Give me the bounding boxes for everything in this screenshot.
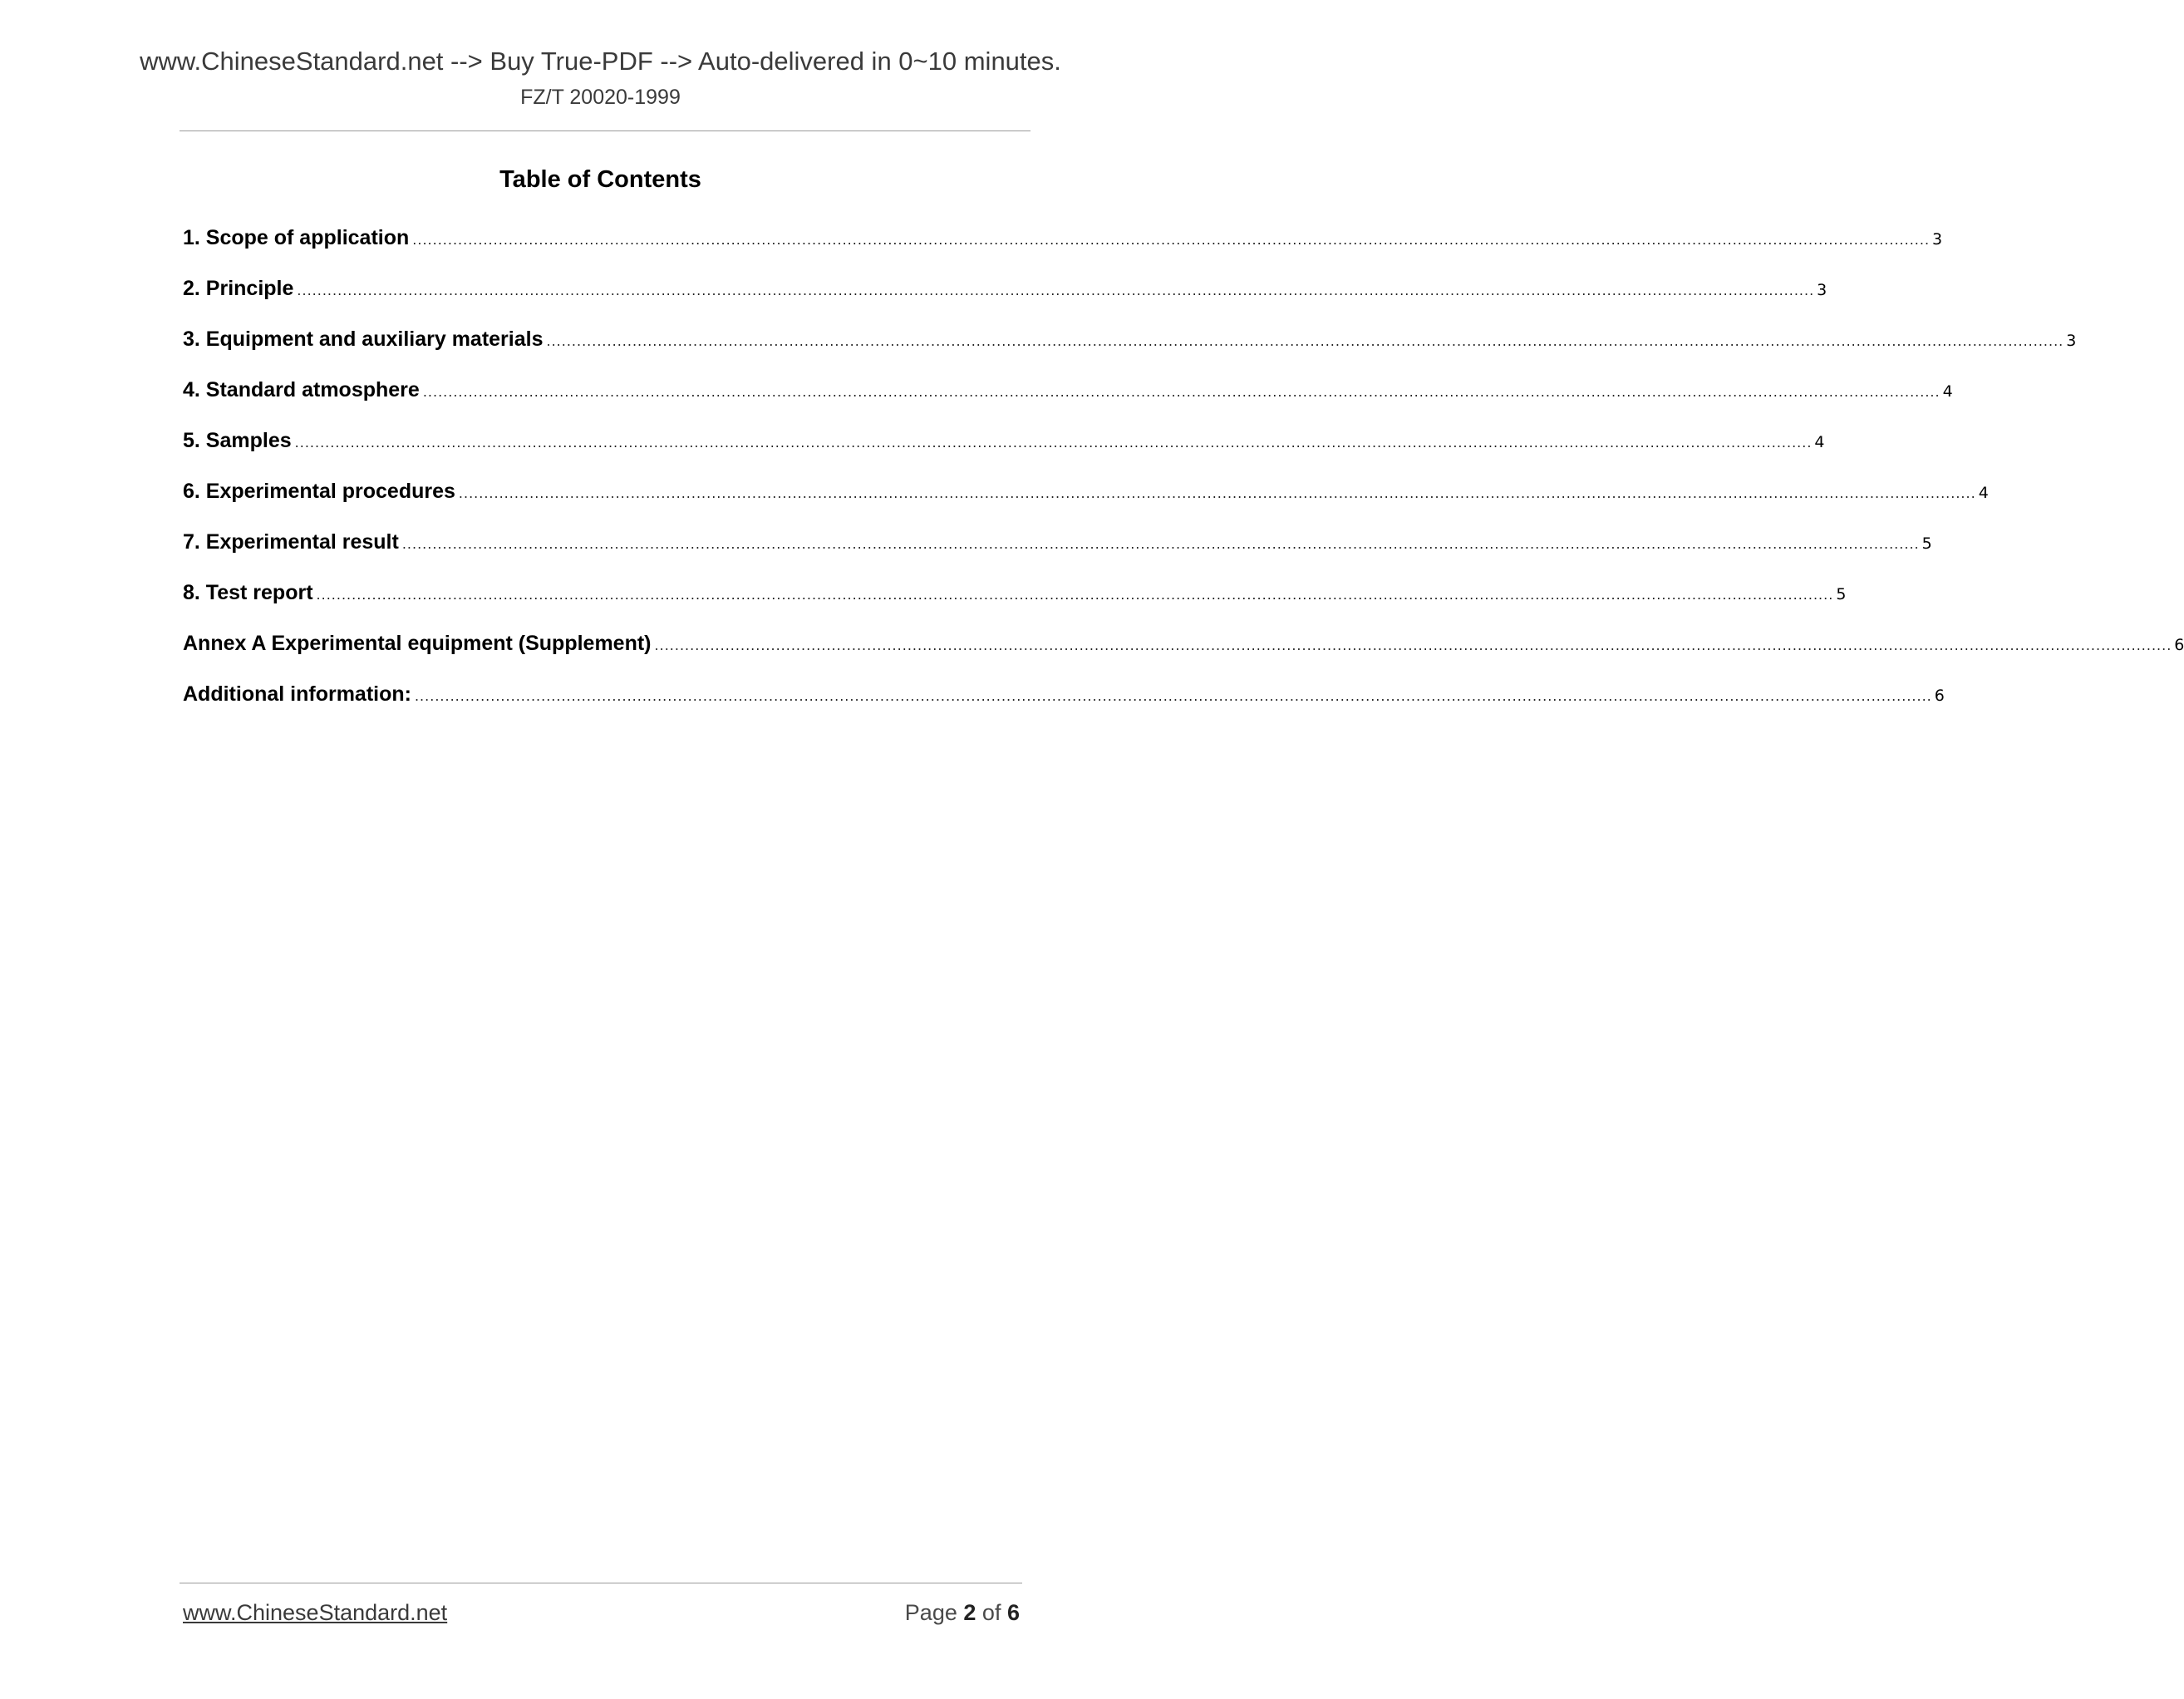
toc-entry-page: 5 [1921,534,1932,553]
toc-title: Table of Contents [499,166,701,193]
page-prefix: Page [904,1600,957,1625]
toc-entry-label: Annex A Experimental equipment (Supplement) [183,632,652,655]
footer-website-link[interactable]: www.ChineseStandard.net [183,1600,448,1625]
current-page-number: 2 [963,1600,976,1625]
page-indicator [905,1600,1020,1626]
toc-entry-page: 5 [1836,585,1847,603]
toc-entry-label: 5. Samples [183,429,292,452]
toc-entry-label: 8. Test report [183,581,313,604]
toc-entry-label: 1. Scope of application [183,226,410,249]
toc-entry-test-report[interactable] [183,581,1847,632]
toc-entry-samples[interactable] [183,429,1825,480]
header-banner: www.ChineseStandard.net --> Buy True-PDF --> Auto-delivered in 0~10 minutes. [140,47,1061,76]
toc-leader-dots: ............................................................................................................................................................................................................................................................................................................ [458,485,1976,501]
page-separator: of [981,1600,1001,1625]
toc-entry-label: 3. Equipment and auxiliary materials [183,327,544,351]
toc-leader-dots: ............................................................................................................................................................................................................................................................................................................ [401,536,1920,552]
toc-entry-page: 6 [1934,687,1945,705]
standard-code: FZ/T 20020-1999 [520,86,681,109]
toc-leader-dots: ............................................................................................................................................................................................................................................................................................................ [422,384,1941,400]
toc-entry-principle[interactable] [183,277,1827,327]
toc-entry-page: 4 [1814,433,1825,451]
toc-entry-page: 6 [2174,636,2184,654]
toc-entry-page: 3 [1932,230,1943,249]
toc-leader-dots: ............................................................................................................................................................................................................................................................................................................ [297,283,1815,298]
toc-leader-dots: ............................................................................................................................................................................................................................................................................................................ [414,688,1932,704]
toc-entry-atmosphere[interactable] [183,378,1953,429]
toc-entry-scope[interactable] [183,226,1943,277]
toc-entry-equipment[interactable] [183,327,2077,378]
toc-entry-procedures[interactable] [183,480,1989,530]
toc-entry-additional-info[interactable] [183,682,1945,733]
toc-leader-dots: ............................................................................................................................................................................................................................................................................................................ [412,232,1931,248]
toc-entry-label: 2. Principle [183,277,294,300]
toc-leader-dots: ............................................................................................................................................................................................................................................................................................................ [654,638,2172,653]
toc-entry-label: Additional information: [183,682,411,706]
toc-leader-dots: ............................................................................................................................................................................................................................................................................................................ [546,333,2064,349]
toc-entry-annex-a[interactable] [183,632,2184,682]
toc-entry-label: 4. Standard atmosphere [183,378,420,401]
toc-entry-page: 4 [1978,484,1989,502]
toc-entry-page: 3 [1817,281,1827,299]
toc-entry-label: 6. Experimental procedures [183,480,455,503]
toc-entry-label: 7. Experimental result [183,530,399,554]
toc-leader-dots: ............................................................................................................................................................................................................................................................................................................ [316,587,1834,603]
toc-leader-dots: ............................................................................................................................................................................................................................................................................................................ [294,435,1813,451]
toc-entry-page: 4 [1942,382,1953,401]
toc-entry-page: 3 [2066,332,2077,350]
total-pages-number: 6 [1006,1600,1020,1625]
toc-list [183,226,2184,733]
toc-entry-result[interactable] [183,530,1932,581]
